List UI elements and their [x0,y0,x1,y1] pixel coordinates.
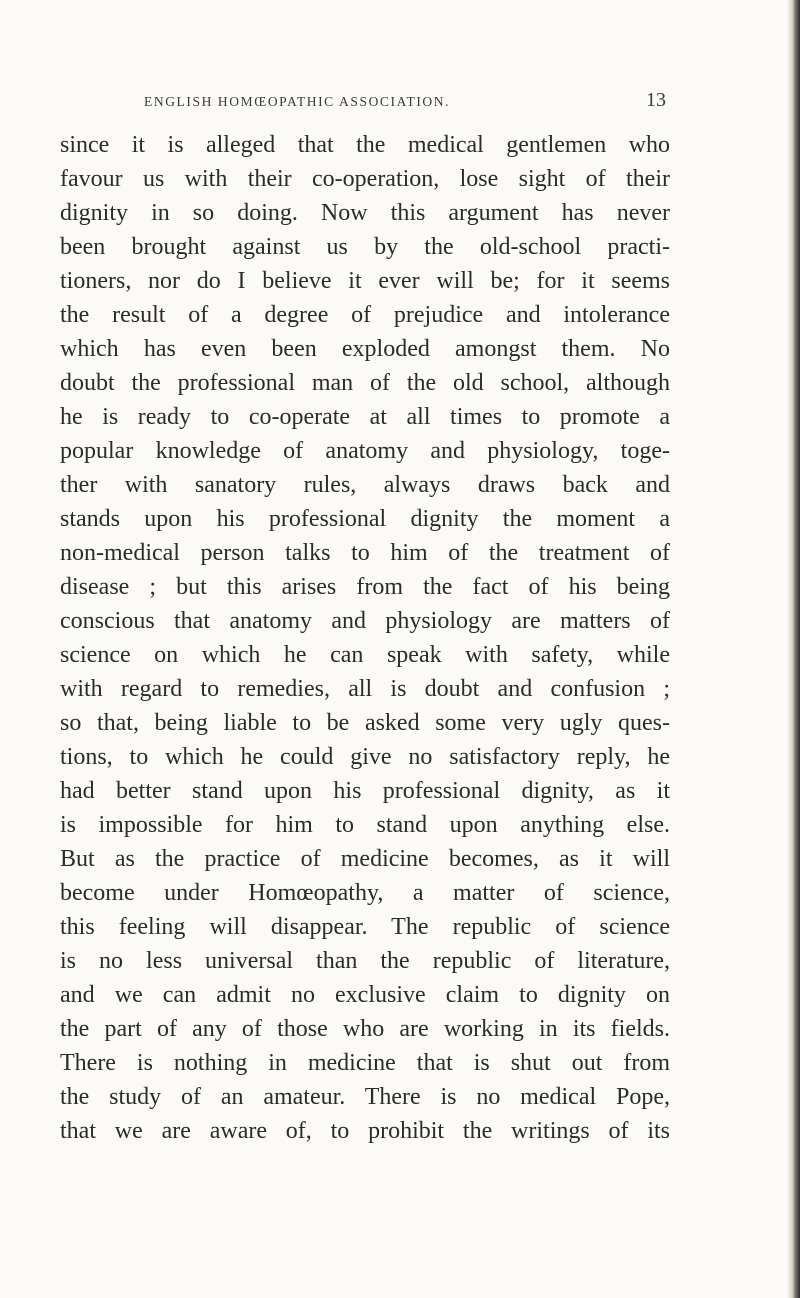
running-header: ENGLISH HOMŒOPATHIC ASSOCIATION. [144,94,451,109]
text-line: dignity in so doing. Now this argument has never [60,200,670,226]
text-line: favour us with their co-operation, lose sight of their [60,166,670,192]
text-line: tioners, nor do I believe it ever will be; for it seems [60,268,670,294]
text-line: conscious that anatomy and physiology are matters of [60,608,670,634]
text-line: science on which he can speak with safety, while [60,642,670,668]
text-line: is impossible for him to stand upon anything else. [60,812,670,838]
text-line: had better stand upon his professional dignity, as it [60,778,670,804]
text-line: doubt the professional man of the old school, although [60,370,670,396]
text-line: disease ; but this arises from the fact of his being [60,574,670,600]
text-line: popular knowledge of anatomy and physiology, toge- [60,438,670,464]
text-line: ther with sanatory rules, always draws back and [60,472,670,498]
page-number: 13 [646,89,666,111]
text-line: the result of a degree of prejudice and intolerance [60,302,670,328]
body-text [60,128,670,1188]
text-line: There is nothing in medicine that is shut out from [60,1050,670,1076]
text-line: this feeling will disappear. The republic of science [60,914,670,940]
text-line: that we are aware of, to prohibit the writings of its [60,1118,670,1144]
text-line: with regard to remedies, all is doubt and confusion ; [60,676,670,702]
text-line: the study of an amateur. There is no medical Pope, [60,1084,670,1110]
text-line: since it is alleged that the medical gentlemen who [60,132,670,158]
text-line: he is ready to co-operate at all times to promote a [60,404,670,430]
text-line: which has even been exploded amongst them. No [60,336,670,362]
text-line: But as the practice of medicine becomes, as it will [60,846,670,872]
text-line: and we can admit no exclusive claim to dignity on [60,982,670,1008]
text-line: tions, to which he could give no satisfactory reply, he [60,744,670,770]
text-line: been brought against us by the old-school practi- [60,234,670,260]
text-line: become under Homœopathy, a matter of science, [60,880,670,906]
text-line: the part of any of those who are working in its fields. [60,1016,670,1042]
text-line: non-medical person talks to him of the treatment of [60,540,670,566]
text-line: so that, being liable to be asked some very ugly ques- [60,710,670,736]
text-line: is no less universal than the republic of literature, [60,948,670,974]
page-edge-shadow [788,0,800,1298]
text-line: stands upon his professional dignity the moment a [60,506,670,532]
